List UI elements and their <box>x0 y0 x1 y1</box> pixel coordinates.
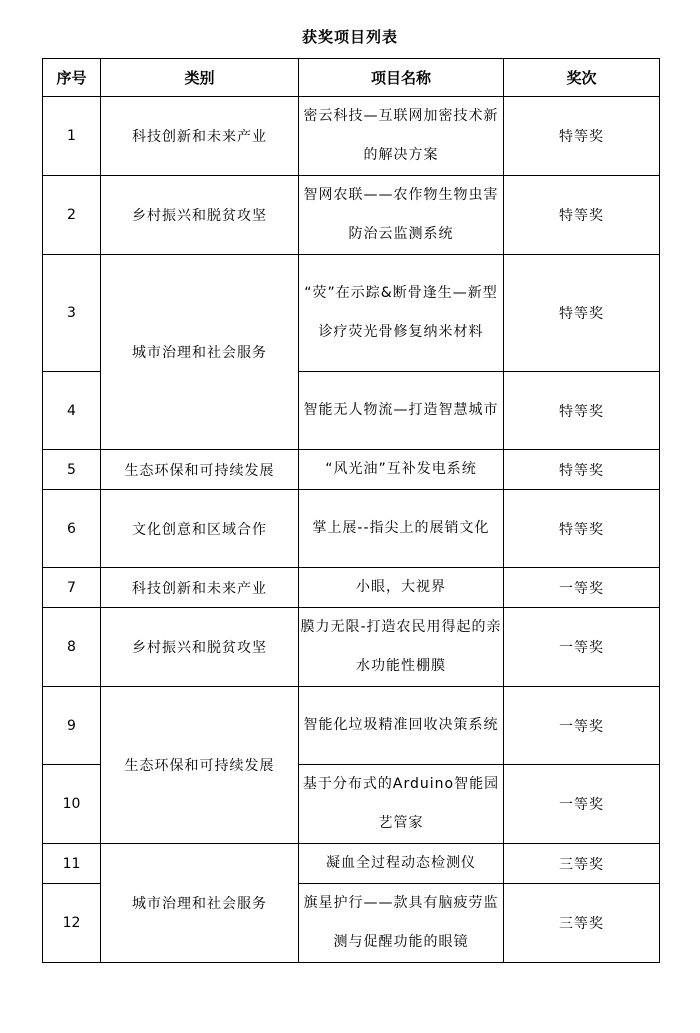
table-row <box>43 176 660 255</box>
header-no: 序号 <box>43 59 101 97</box>
row-award: 三等奖 <box>504 844 660 884</box>
row-number: 5 <box>43 450 101 490</box>
table-row <box>43 490 660 568</box>
table-row <box>43 255 660 372</box>
row-category: 生态环保和可持续发展 <box>101 450 299 490</box>
row-number: 10 <box>43 765 101 844</box>
row-award: 一等奖 <box>504 608 660 687</box>
row-award: 特等奖 <box>504 97 660 176</box>
row-number: 1 <box>43 97 101 176</box>
table-header-row <box>43 59 660 97</box>
row-project: “风光油”互补发电系统 <box>299 450 504 490</box>
row-category: 城市治理和社会服务 <box>101 255 299 450</box>
row-award: 三等奖 <box>504 884 660 963</box>
row-number: 8 <box>43 608 101 687</box>
table-row <box>43 844 660 884</box>
row-award: 特等奖 <box>504 450 660 490</box>
row-number: 9 <box>43 687 101 765</box>
row-project: 掌上展--指尖上的展销文化 <box>299 490 504 568</box>
row-project: “荧”在示踪&断骨逢生—新型诊疗荧光骨修复纳米材料 <box>299 255 504 372</box>
row-project: 智网农联——农作物生物虫害防治云监测系统 <box>299 176 504 255</box>
row-number: 3 <box>43 255 101 372</box>
row-award: 一等奖 <box>504 568 660 608</box>
row-number: 6 <box>43 490 101 568</box>
row-project: 小眼，大视界 <box>299 568 504 608</box>
table-row <box>43 568 660 608</box>
row-award: 特等奖 <box>504 255 660 372</box>
header-award: 奖次 <box>504 59 660 97</box>
row-project: 膜力无限-打造农民用得起的亲水功能性棚膜 <box>299 608 504 687</box>
row-number: 4 <box>43 372 101 450</box>
row-project: 凝血全过程动态检测仪 <box>299 844 504 884</box>
table-row <box>43 608 660 687</box>
row-project: 旗星护行——款具有脑疲劳监测与促醒功能的眼镜 <box>299 884 504 963</box>
row-number: 7 <box>43 568 101 608</box>
row-project: 基于分布式的Arduino智能园艺管家 <box>299 765 504 844</box>
row-number: 2 <box>43 176 101 255</box>
row-project: 密云科技—互联网加密技术新的解决方案 <box>299 97 504 176</box>
row-category: 科技创新和未来产业 <box>101 568 299 608</box>
row-category: 科技创新和未来产业 <box>101 97 299 176</box>
row-project: 智能化垃圾精准回收决策系统 <box>299 687 504 765</box>
row-award: 特等奖 <box>504 490 660 568</box>
row-category: 乡村振兴和脱贫攻坚 <box>101 608 299 687</box>
row-number: 12 <box>43 884 101 963</box>
table-row <box>43 450 660 490</box>
row-award: 特等奖 <box>504 372 660 450</box>
row-category: 乡村振兴和脱贫攻坚 <box>101 176 299 255</box>
row-project: 智能无人物流—打造智慧城市 <box>299 372 504 450</box>
row-award: 一等奖 <box>504 765 660 844</box>
row-number: 11 <box>43 844 101 884</box>
header-category: 类别 <box>101 59 299 97</box>
row-category: 文化创意和区域合作 <box>101 490 299 568</box>
document-title: 获奖项目列表 <box>301 28 398 46</box>
header-project: 项目名称 <box>299 59 504 97</box>
row-category: 城市治理和社会服务 <box>101 844 299 963</box>
table-row <box>43 97 660 176</box>
row-award: 一等奖 <box>504 687 660 765</box>
table-row <box>43 687 660 765</box>
row-category: 生态环保和可持续发展 <box>101 687 299 844</box>
awards-table <box>42 58 660 963</box>
row-award: 特等奖 <box>504 176 660 255</box>
